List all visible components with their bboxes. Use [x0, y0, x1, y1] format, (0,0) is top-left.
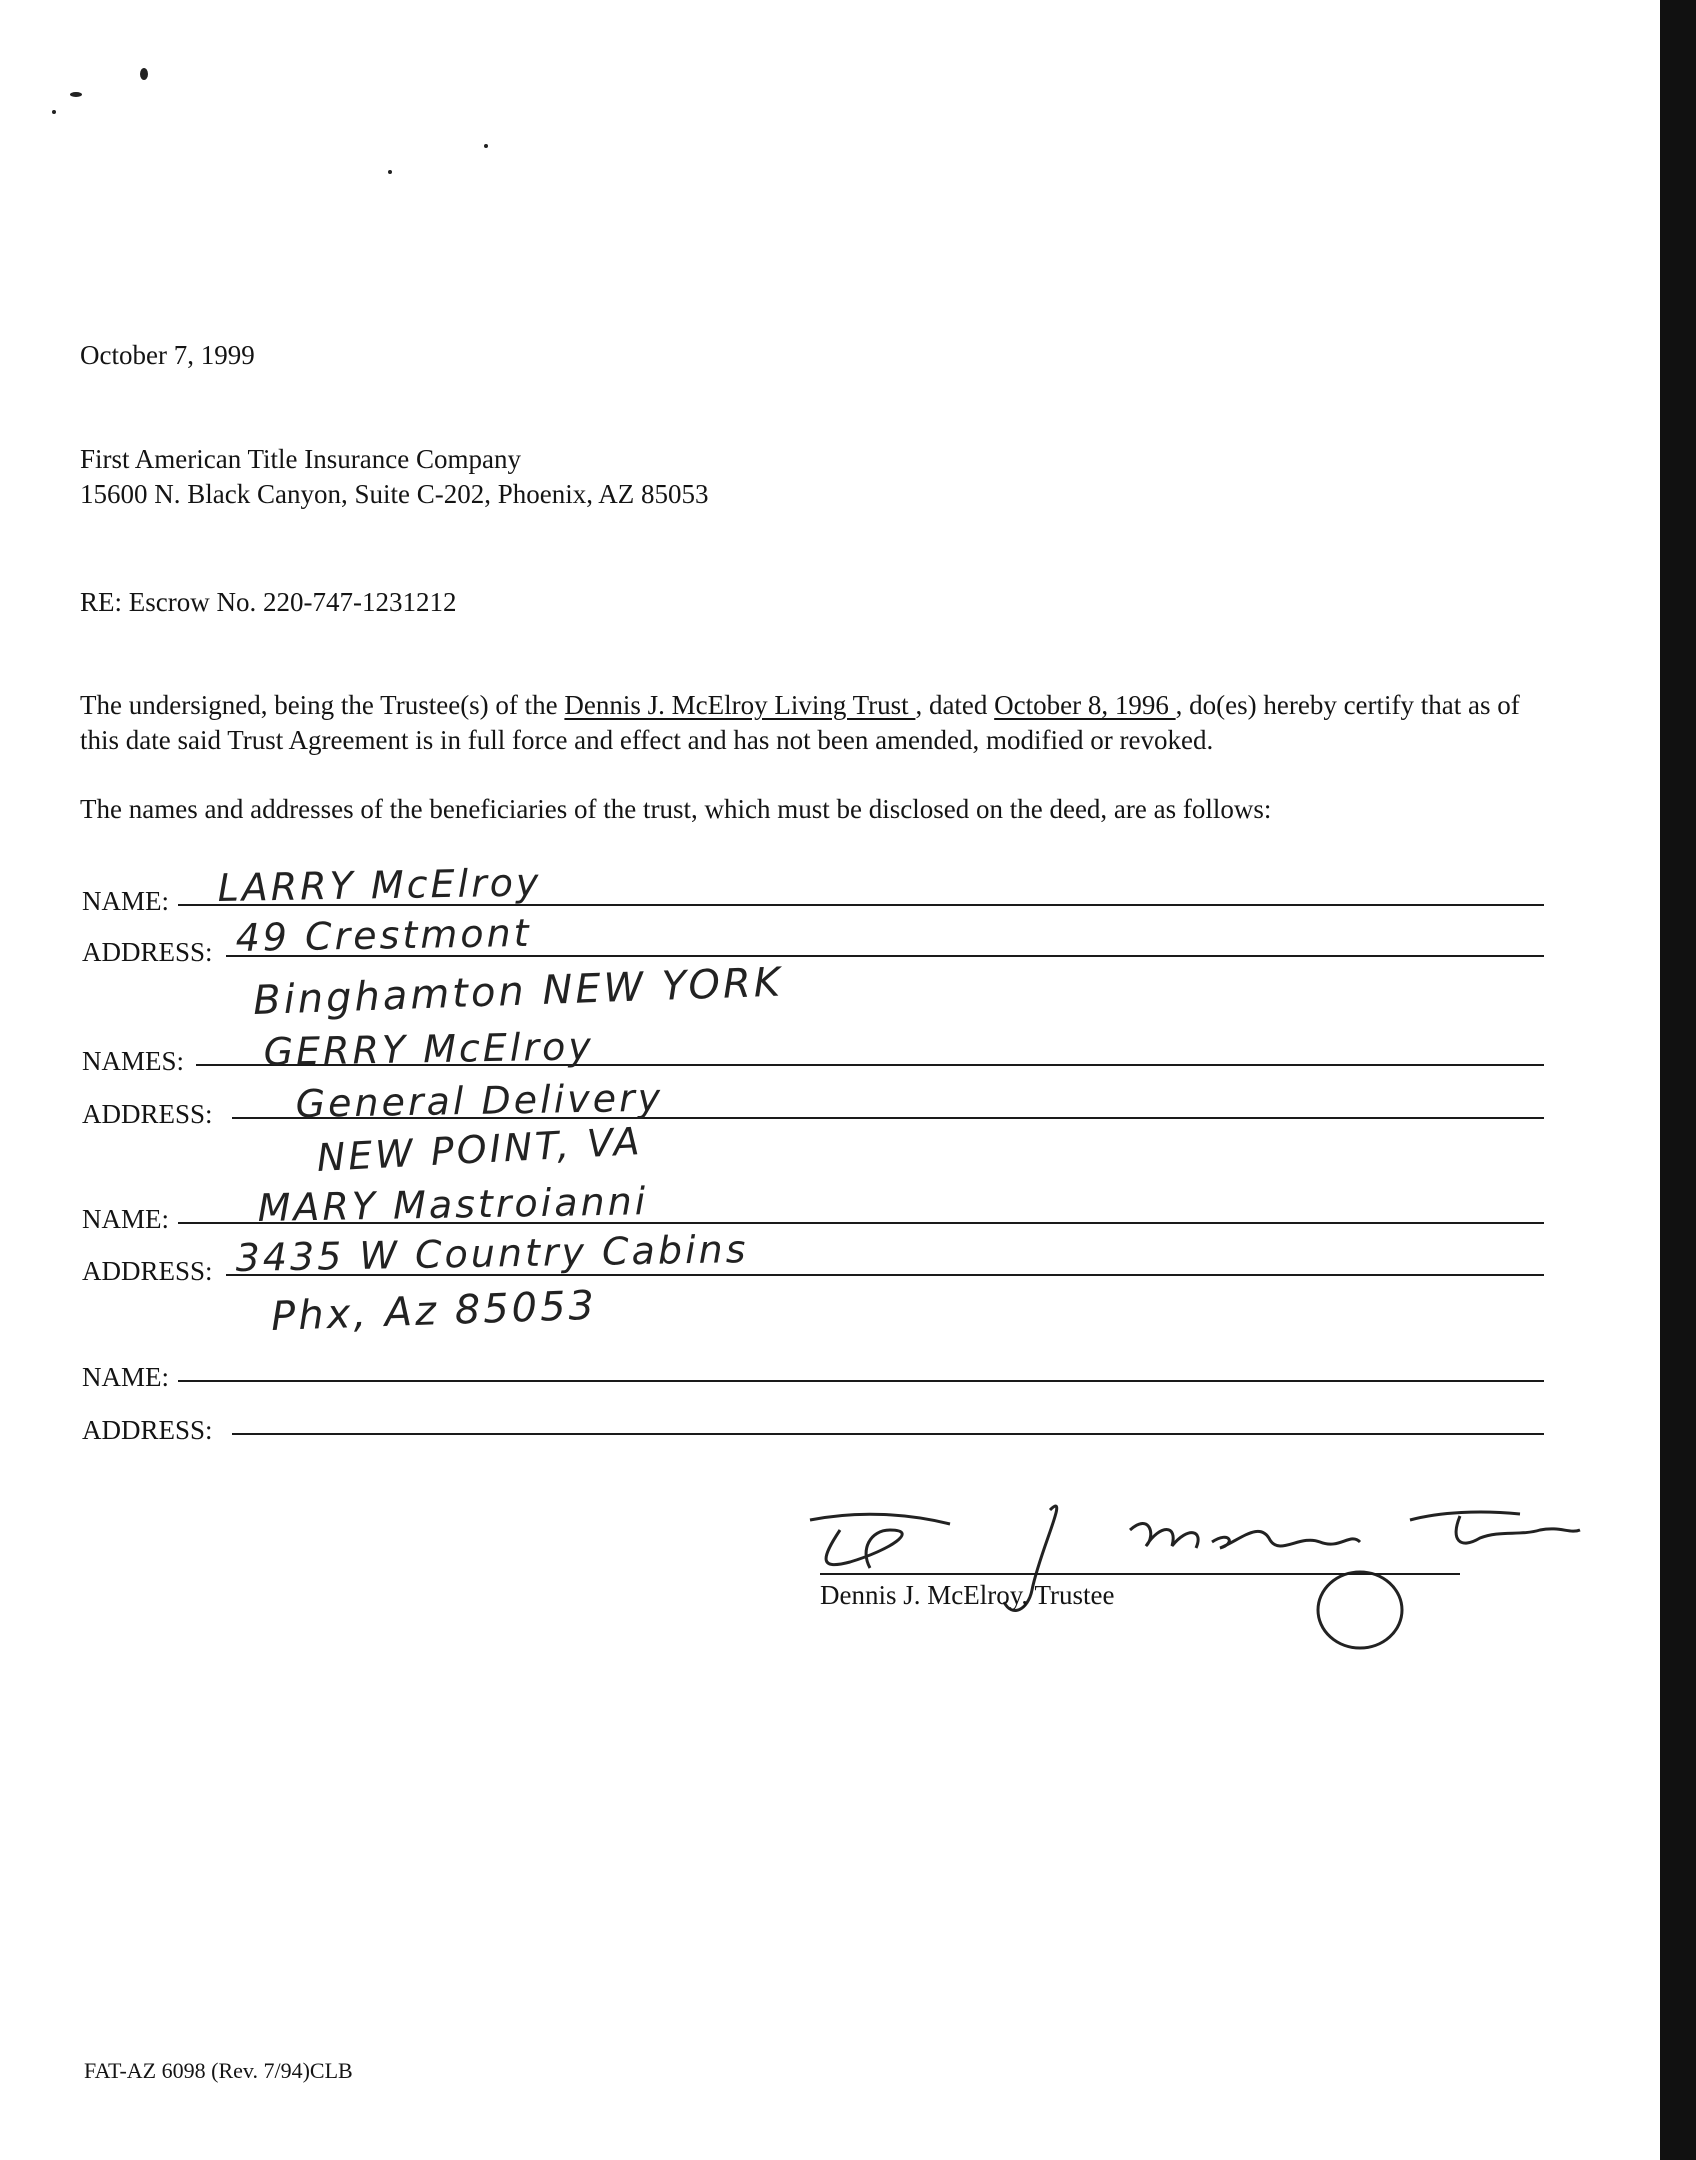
scan-speck	[140, 68, 148, 80]
handwritten-name: LARRY McElroy	[217, 860, 542, 910]
scan-edge	[1660, 0, 1696, 2160]
scan-speck	[388, 170, 392, 174]
handwritten-name: MARY Mastroianni	[257, 1179, 649, 1230]
trust-name: Dennis J. McElroy Living Trust	[564, 690, 916, 720]
scan-speck	[70, 92, 82, 97]
signature-line	[820, 1573, 1460, 1575]
signature-graphic	[800, 1490, 1600, 1660]
handwritten-name: GERRY McElroy	[263, 1024, 595, 1074]
scan-speck	[52, 110, 56, 114]
handwritten-address: Phx, Az 85053	[270, 1282, 598, 1340]
recipient-company: First American Title Insurance Company	[80, 444, 521, 474]
certification-text: , dated	[915, 690, 995, 720]
recipient-address: 15600 N. Black Canyon, Suite C-202, Phoenix, AZ 85053	[80, 479, 709, 509]
handwritten-address: 49 Crestmont	[235, 910, 532, 960]
name-label: NAMES:	[82, 1046, 185, 1076]
address-label: ADDRESS:	[82, 1415, 213, 1445]
name-line	[178, 1380, 1544, 1382]
trust-date: October 8, 1996	[994, 690, 1176, 720]
address-label: ADDRESS:	[82, 937, 213, 967]
address-label: ADDRESS:	[82, 1099, 213, 1129]
form-number: FAT-AZ 6098 (Rev. 7/94)CLB	[84, 2058, 353, 2083]
handwritten-address: General Delivery	[295, 1075, 664, 1126]
handwritten-address: NEW POINT, VA	[315, 1119, 644, 1180]
letter-date: October 7, 1999	[80, 340, 255, 370]
re-line: RE: Escrow No. 220-747-1231212	[80, 587, 457, 617]
beneficiaries-intro: The names and addresses of the beneficiaries of the trust, which must be disclosed on the deed, are as follows:	[80, 794, 1272, 824]
certification-text: , do(es) hereby certify that as of this date said Trust Agreement is in full force and effect and has not been amended, modified or revoked.	[80, 690, 1520, 756]
certification-text: The undersigned, being the Trustee(s) of the	[80, 690, 565, 720]
handwritten-signature	[800, 1490, 1600, 1660]
name-label: NAME:	[82, 1362, 169, 1392]
certification-paragraph	[80, 688, 1560, 758]
name-label: NAME:	[82, 886, 169, 916]
handwritten-address: Binghamton NEW YORK	[252, 959, 784, 1024]
name-label: NAME:	[82, 1204, 169, 1234]
address-label: ADDRESS:	[82, 1256, 213, 1286]
signer-name: Dennis J. McElroy, Trustee	[820, 1580, 1115, 1610]
scan-speck	[484, 144, 488, 148]
address-line	[232, 1433, 1544, 1435]
handwritten-address: 3435 W Country Cabins	[235, 1227, 749, 1280]
